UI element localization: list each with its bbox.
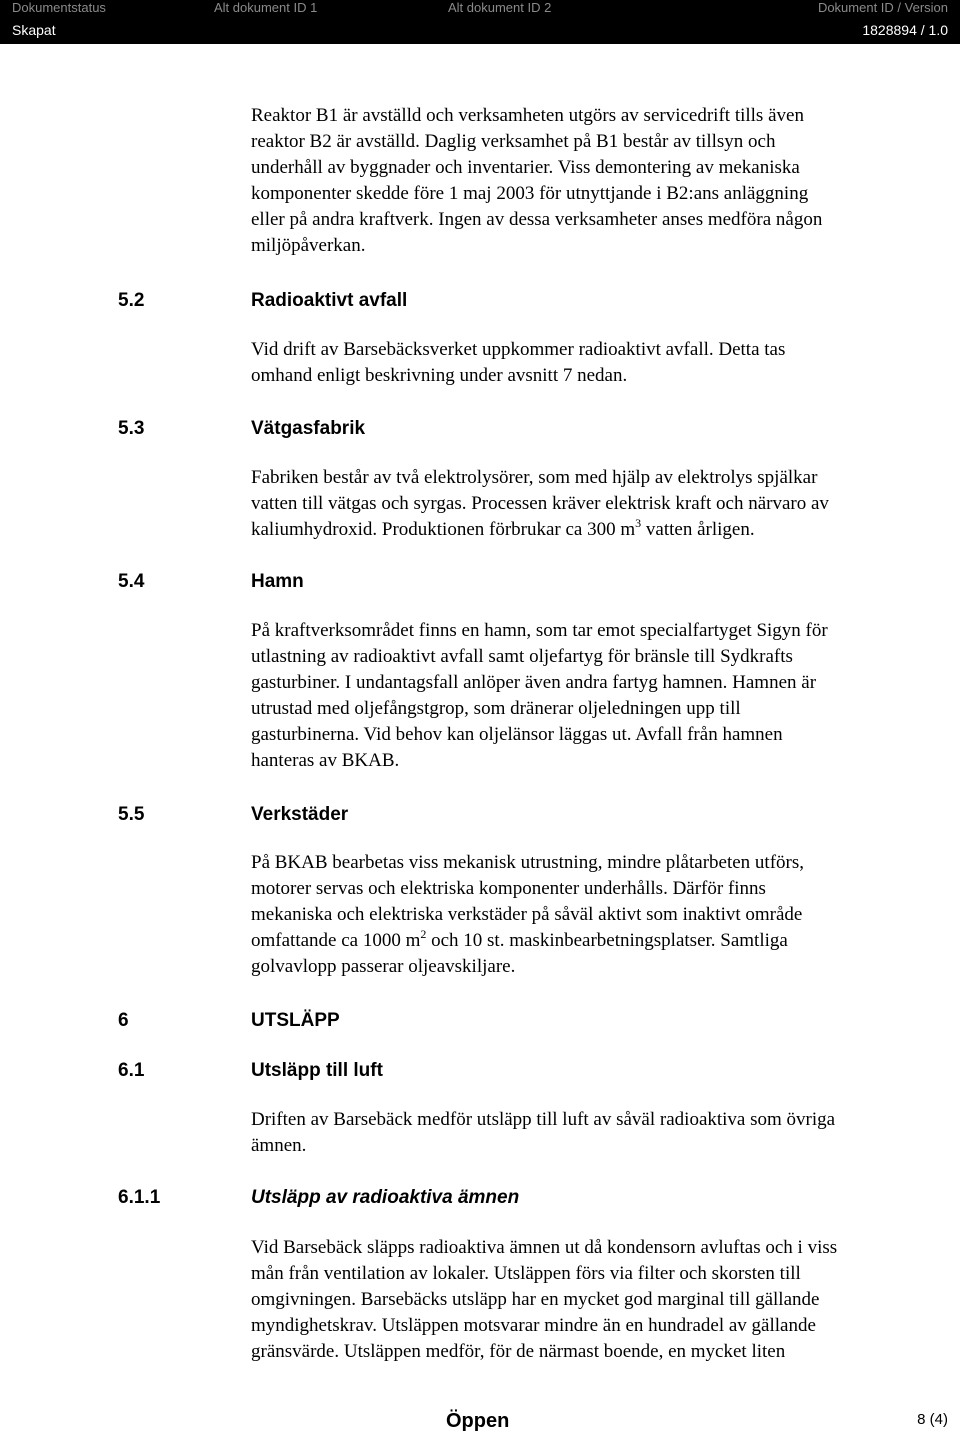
- text-line: miljöpåverkan.: [251, 235, 366, 256]
- text-line: omhand enligt beskrivning under avsnitt 7 nedan.: [251, 365, 628, 386]
- text-line: Driften av Barsebäck medför utsläpp till luft av såväl radioaktiva som övriga: [251, 1109, 836, 1130]
- section-title: Vätgasfabrik: [251, 418, 366, 439]
- section-title: UTSLÄPP: [251, 1010, 340, 1031]
- header-status-value: Skapat: [12, 22, 56, 38]
- section-title: Radioaktivt avfall: [251, 290, 408, 311]
- text-line: [251, 517, 951, 543]
- header-label-doc-id: Dokument ID / Version: [817, 0, 948, 15]
- text-line: gasturbinerna. Vid behov kan oljelänsor läggas ut. Avfall från hamnen: [251, 724, 783, 745]
- section-6-1-paragraph: [251, 1107, 951, 1159]
- section-heading-6-1: [118, 1060, 518, 1084]
- section-5-2-paragraph: [251, 337, 951, 389]
- text-line: motorer servas och elektriska komponenter underhålls. Därför finns: [251, 878, 766, 899]
- classification-label: Öppen: [446, 1410, 510, 1432]
- document-header: [0, 0, 960, 44]
- section-heading-5-4: [118, 571, 518, 595]
- text-segment: omfattande ca 1000 m: [251, 930, 421, 951]
- section-heading-5-3: [118, 418, 518, 442]
- text-line: vatten till vätgas och syrgas. Processen kräver elektrisk kraft och närvaro av: [251, 493, 829, 514]
- text-line: Fabriken består av två elektrolysörer, som med hjälp av elektrolys spjälkar: [251, 467, 818, 488]
- section-number: 6.1.1: [118, 1187, 161, 1208]
- text-line: mån från ventilation av lokaler. Utsläppen förs via filter och skorsten till: [251, 1263, 801, 1284]
- text-line: [251, 928, 951, 954]
- section-title: Hamn: [251, 571, 304, 592]
- section-title: Utsläpp till luft: [251, 1060, 383, 1081]
- text-segment: vatten årligen.: [641, 519, 755, 540]
- intro-paragraph: [251, 103, 951, 259]
- superscript: 3: [635, 516, 642, 530]
- header-label-alt-id-1: Alt dokument ID 1: [214, 0, 318, 15]
- superscript: 2: [420, 927, 427, 941]
- text-line: komponenter skedde före 1 maj 2003 för utnyttjande i B2:ans anläggning: [251, 183, 809, 204]
- text-line: Vid drift av Barsebäcksverket uppkommer radioaktivt avfall. Detta tas: [251, 339, 786, 360]
- text-line: myndighetskrav. Utsläppen motsvarar mindre än en hundradel av gällande: [251, 1315, 816, 1336]
- text-line: omgivningen. Barsebäcks utsläpp har en mycket god marginal till gällande: [251, 1289, 820, 1310]
- section-number: 5.2: [118, 290, 145, 311]
- text-line: På kraftverksområdet finns en hamn, som tar emot specialfartyget Sigyn för: [251, 620, 828, 641]
- section-number: 6.1: [118, 1060, 145, 1081]
- text-line: eller på andra kraftverk. Ingen av dessa verksamheter anses medföra någon: [251, 209, 823, 230]
- text-line: Reaktor B1 är avställd och verksamheten utgörs av servicedrift tills även: [251, 105, 804, 126]
- text-line: hanteras av BKAB.: [251, 750, 400, 771]
- section-5-3-paragraph: [251, 465, 951, 543]
- text-line: golvavlopp passerar oljeavskiljare.: [251, 956, 516, 977]
- section-number: 5.5: [118, 804, 145, 825]
- header-label-alt-id-2: Alt dokument ID 2: [448, 0, 552, 15]
- text-line: gränsvärde. Utsläppen medför, för de närmast boende, en mycket liten: [251, 1341, 786, 1362]
- header-doc-id-value: 1828894 / 1.0: [862, 22, 948, 38]
- section-heading-5-5: [118, 804, 518, 828]
- section-number: 5.4: [118, 571, 145, 592]
- page-number: 8 (4): [917, 1411, 948, 1428]
- section-heading-6-1-1: [118, 1187, 618, 1211]
- text-line: mekaniska och elektriska verkstäder på såväl aktivt som inaktivt område: [251, 904, 803, 925]
- text-line: utlastning av radioaktivt avfall samt oljefartyg för bränsle till Sydkrafts: [251, 646, 793, 667]
- section-5-4-paragraph: [251, 618, 951, 774]
- text-line: utrustad med oljefångstgrop, som dränerar oljeledningen upp till: [251, 698, 741, 719]
- section-6-1-1-paragraph: [251, 1235, 951, 1365]
- text-line: reaktor B2 är avställd. Daglig verksamhet på B1 består av tillsyn och: [251, 131, 776, 152]
- section-number: 5.3: [118, 418, 145, 439]
- section-5-5-paragraph: [251, 850, 951, 980]
- text-segment: och 10 st. maskinbearbetningsplatser. Samtliga: [426, 930, 788, 951]
- text-line: ämnen.: [251, 1135, 307, 1156]
- text-line: underhåll av byggnader och inventarier. Viss demontering av mekaniska: [251, 157, 800, 178]
- section-heading-5-2: [118, 290, 518, 314]
- section-number: 6: [118, 1010, 129, 1031]
- section-title: Utsläpp av radioaktiva ämnen: [251, 1187, 520, 1208]
- section-heading-6: [118, 1010, 518, 1034]
- text-line: Vid Barsebäck släpps radioaktiva ämnen ut då kondensorn avluftas och i viss: [251, 1237, 838, 1258]
- section-title: Verkstäder: [251, 804, 349, 825]
- text-segment: kaliumhydroxid. Produktionen förbrukar ca 300 m: [251, 519, 636, 540]
- text-line: På BKAB bearbetas viss mekanisk utrustning, mindre plåtarbeten utförs,: [251, 852, 805, 873]
- text-line: gasturbiner. I undantagsfall anlöper även andra fartyg hamnen. Hamnen är: [251, 672, 817, 693]
- header-label-status: Dokumentstatus: [12, 0, 106, 15]
